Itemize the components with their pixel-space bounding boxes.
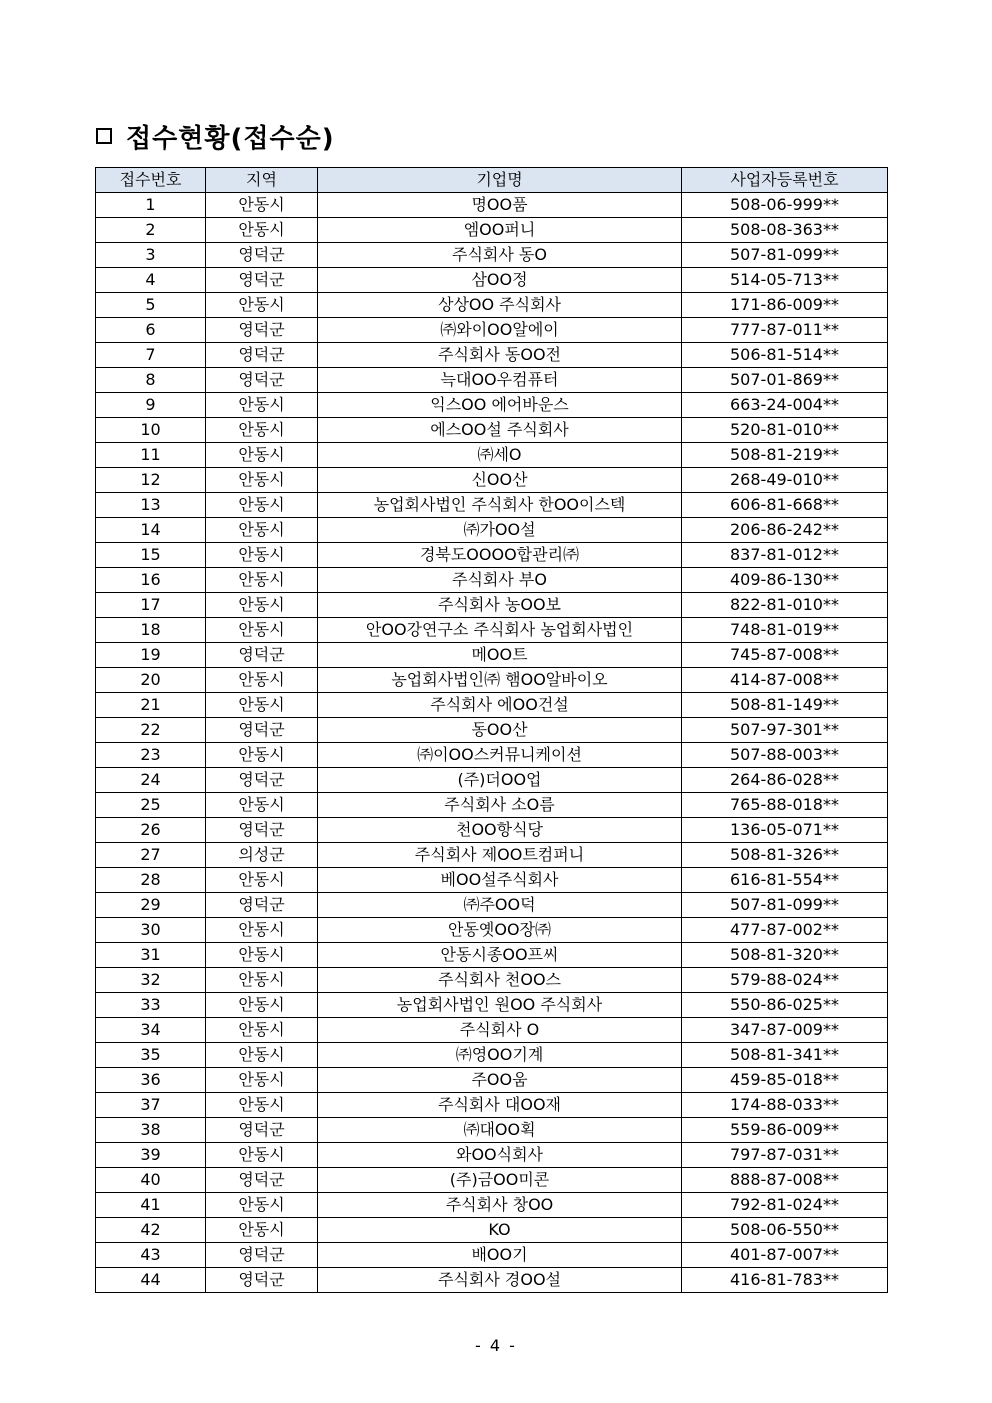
cell-business-reg-no: 508-81-149** — [682, 693, 888, 718]
cell-company-name: 신OO산 — [318, 468, 682, 493]
table-row — [96, 843, 888, 868]
cell-region: 영덕군 — [206, 718, 318, 743]
header-region: 지역 — [206, 168, 318, 193]
cell-receipt-no: 18 — [96, 618, 206, 643]
cell-company-name: 주식회사 에OO건설 — [318, 693, 682, 718]
cell-receipt-no: 5 — [96, 293, 206, 318]
cell-business-reg-no: 520-81-010** — [682, 418, 888, 443]
table-row — [96, 1018, 888, 1043]
table-row — [96, 193, 888, 218]
cell-receipt-no: 14 — [96, 518, 206, 543]
cell-company-name: 농업회사법인㈜ 햄OO알바이오 — [318, 668, 682, 693]
table-row — [96, 818, 888, 843]
cell-business-reg-no: 506-81-514** — [682, 343, 888, 368]
cell-receipt-no: 35 — [96, 1043, 206, 1068]
table-row — [96, 643, 888, 668]
cell-region: 안동시 — [206, 293, 318, 318]
cell-company-name: (주)금OO미콘 — [318, 1168, 682, 1193]
table-row — [96, 793, 888, 818]
table-row — [96, 268, 888, 293]
cell-company-name: ㈜영OO기계 — [318, 1043, 682, 1068]
page-number: - 4 - — [475, 1336, 517, 1355]
cell-company-name: 주식회사 동OO전 — [318, 343, 682, 368]
table-row — [96, 1168, 888, 1193]
cell-receipt-no: 2 — [96, 218, 206, 243]
header-company-name: 기업명 — [318, 168, 682, 193]
table-row — [96, 668, 888, 693]
cell-receipt-no: 38 — [96, 1118, 206, 1143]
table-row — [96, 343, 888, 368]
cell-business-reg-no: 508-81-219** — [682, 443, 888, 468]
cell-business-reg-no: 765-88-018** — [682, 793, 888, 818]
cell-business-reg-no: 206-86-242** — [682, 518, 888, 543]
cell-company-name: 익스OO 에어바운스 — [318, 393, 682, 418]
table-row — [96, 468, 888, 493]
cell-receipt-no: 42 — [96, 1218, 206, 1243]
table-row — [96, 1243, 888, 1268]
cell-region: 안동시 — [206, 543, 318, 568]
table-row — [96, 718, 888, 743]
cell-business-reg-no: 508-81-326** — [682, 843, 888, 868]
cell-receipt-no: 26 — [96, 818, 206, 843]
cell-company-name: 농업회사법인 원OO 주식회사 — [318, 993, 682, 1018]
cell-region: 안동시 — [206, 418, 318, 443]
cell-receipt-no: 6 — [96, 318, 206, 343]
cell-business-reg-no: 508-06-999** — [682, 193, 888, 218]
cell-region: 안동시 — [206, 743, 318, 768]
cell-region: 영덕군 — [206, 893, 318, 918]
cell-company-name: 늑대OO우컴퓨터 — [318, 368, 682, 393]
cell-business-reg-no: 507-81-099** — [682, 243, 888, 268]
table-row — [96, 543, 888, 568]
cell-company-name: 주식회사 부O — [318, 568, 682, 593]
cell-region: 안동시 — [206, 443, 318, 468]
cell-region: 안동시 — [206, 1043, 318, 1068]
table-row — [96, 218, 888, 243]
cell-region: 안동시 — [206, 943, 318, 968]
table-row — [96, 1218, 888, 1243]
cell-region: 안동시 — [206, 668, 318, 693]
cell-company-name: ㈜세O — [318, 443, 682, 468]
cell-business-reg-no: 401-87-007** — [682, 1243, 888, 1268]
table-row — [96, 568, 888, 593]
cell-region: 영덕군 — [206, 818, 318, 843]
cell-company-name: 주식회사 O — [318, 1018, 682, 1043]
cell-region: 영덕군 — [206, 343, 318, 368]
cell-company-name: 농업회사법인 주식회사 한OO이스텍 — [318, 493, 682, 518]
cell-receipt-no: 8 — [96, 368, 206, 393]
cell-region: 안동시 — [206, 968, 318, 993]
cell-receipt-no: 3 — [96, 243, 206, 268]
cell-receipt-no: 39 — [96, 1143, 206, 1168]
cell-company-name: 주식회사 농OO보 — [318, 593, 682, 618]
header-receipt-no: 접수번호 — [96, 168, 206, 193]
cell-business-reg-no: 459-85-018** — [682, 1068, 888, 1093]
cell-receipt-no: 41 — [96, 1193, 206, 1218]
cell-region: 안동시 — [206, 993, 318, 1018]
table-row — [96, 1093, 888, 1118]
table-row — [96, 418, 888, 443]
cell-company-name: 안동옛OO장㈜ — [318, 918, 682, 943]
cell-company-name: 메OO트 — [318, 643, 682, 668]
table-row — [96, 943, 888, 968]
cell-region: 영덕군 — [206, 768, 318, 793]
table-row — [96, 493, 888, 518]
cell-business-reg-no: 748-81-019** — [682, 618, 888, 643]
registration-table — [95, 167, 888, 1293]
cell-region: 안동시 — [206, 1018, 318, 1043]
cell-business-reg-no: 663-24-004** — [682, 393, 888, 418]
table-row — [96, 443, 888, 468]
cell-region: 영덕군 — [206, 268, 318, 293]
cell-region: 안동시 — [206, 618, 318, 643]
cell-receipt-no: 22 — [96, 718, 206, 743]
cell-receipt-no: 37 — [96, 1093, 206, 1118]
cell-company-name: 와OO식회사 — [318, 1143, 682, 1168]
cell-business-reg-no: 507-88-003** — [682, 743, 888, 768]
cell-receipt-no: 29 — [96, 893, 206, 918]
table-row — [96, 768, 888, 793]
table-row — [96, 868, 888, 893]
cell-company-name: 베OO설주식회사 — [318, 868, 682, 893]
table-row — [96, 593, 888, 618]
cell-region: 안동시 — [206, 1193, 318, 1218]
cell-business-reg-no: 507-81-099** — [682, 893, 888, 918]
cell-company-name: 명OO품 — [318, 193, 682, 218]
cell-business-reg-no: 559-86-009** — [682, 1118, 888, 1143]
cell-company-name: 주OO움 — [318, 1068, 682, 1093]
table-row — [96, 1118, 888, 1143]
cell-region: 영덕군 — [206, 243, 318, 268]
cell-company-name: 안OO강연구소 주식회사 농업회사법인 — [318, 618, 682, 643]
cell-receipt-no: 28 — [96, 868, 206, 893]
cell-receipt-no: 44 — [96, 1268, 206, 1293]
cell-company-name: (주)더OO업 — [318, 768, 682, 793]
cell-region: 안동시 — [206, 1143, 318, 1168]
cell-region: 영덕군 — [206, 643, 318, 668]
cell-receipt-no: 34 — [96, 1018, 206, 1043]
cell-region: 안동시 — [206, 468, 318, 493]
cell-receipt-no: 10 — [96, 418, 206, 443]
cell-region: 안동시 — [206, 518, 318, 543]
cell-business-reg-no: 837-81-012** — [682, 543, 888, 568]
cell-receipt-no: 40 — [96, 1168, 206, 1193]
cell-company-name: 천OO항식당 — [318, 818, 682, 843]
table-row — [96, 693, 888, 718]
cell-business-reg-no: 174-88-033** — [682, 1093, 888, 1118]
cell-business-reg-no: 507-97-301** — [682, 718, 888, 743]
cell-company-name: ㈜와이OO알에이 — [318, 318, 682, 343]
cell-company-name: 주식회사 창OO — [318, 1193, 682, 1218]
cell-receipt-no: 7 — [96, 343, 206, 368]
cell-business-reg-no: 792-81-024** — [682, 1193, 888, 1218]
cell-region: 영덕군 — [206, 1268, 318, 1293]
table-row — [96, 1043, 888, 1068]
cell-region: 안동시 — [206, 693, 318, 718]
cell-business-reg-no: 579-88-024** — [682, 968, 888, 993]
cell-business-reg-no: 268-49-010** — [682, 468, 888, 493]
cell-region: 안동시 — [206, 593, 318, 618]
cell-receipt-no: 1 — [96, 193, 206, 218]
cell-receipt-no: 43 — [96, 1243, 206, 1268]
cell-region: 안동시 — [206, 568, 318, 593]
cell-receipt-no: 30 — [96, 918, 206, 943]
cell-company-name: ㈜가OO설 — [318, 518, 682, 543]
cell-business-reg-no: 416-81-783** — [682, 1268, 888, 1293]
section-title-text: 접수현황(접수순) — [126, 123, 335, 154]
table-row — [96, 1268, 888, 1293]
cell-company-name: 경북도OOOO합관리㈜ — [318, 543, 682, 568]
cell-business-reg-no: 508-81-320** — [682, 943, 888, 968]
cell-company-name: 엠OO퍼니 — [318, 218, 682, 243]
cell-region: 안동시 — [206, 393, 318, 418]
cell-business-reg-no: 822-81-010** — [682, 593, 888, 618]
table-row — [96, 1193, 888, 1218]
table-row — [96, 618, 888, 643]
cell-receipt-no: 17 — [96, 593, 206, 618]
cell-company-name: ㈜이OO스커뮤니케이션 — [318, 743, 682, 768]
square-checkbox-icon — [96, 128, 112, 144]
table-row — [96, 368, 888, 393]
table-row — [96, 893, 888, 918]
table-row — [96, 1068, 888, 1093]
cell-company-name: 주식회사 대OO재 — [318, 1093, 682, 1118]
cell-company-name: ㈜주OO덕 — [318, 893, 682, 918]
cell-region: 영덕군 — [206, 368, 318, 393]
cell-region: 영덕군 — [206, 1118, 318, 1143]
cell-region: 안동시 — [206, 493, 318, 518]
cell-receipt-no: 9 — [96, 393, 206, 418]
cell-company-name: 동OO산 — [318, 718, 682, 743]
cell-company-name: 주식회사 동O — [318, 243, 682, 268]
cell-business-reg-no: 171-86-009** — [682, 293, 888, 318]
cell-business-reg-no: 508-06-550** — [682, 1218, 888, 1243]
cell-business-reg-no: 264-86-028** — [682, 768, 888, 793]
cell-receipt-no: 31 — [96, 943, 206, 968]
cell-business-reg-no: 507-01-869** — [682, 368, 888, 393]
table-row — [96, 293, 888, 318]
cell-receipt-no: 13 — [96, 493, 206, 518]
cell-receipt-no: 25 — [96, 793, 206, 818]
cell-region: 영덕군 — [206, 1243, 318, 1268]
table-row — [96, 743, 888, 768]
cell-region: 안동시 — [206, 868, 318, 893]
cell-region: 안동시 — [206, 218, 318, 243]
cell-business-reg-no: 409-86-130** — [682, 568, 888, 593]
table-header-row — [96, 168, 888, 193]
cell-receipt-no: 24 — [96, 768, 206, 793]
cell-region: 안동시 — [206, 1093, 318, 1118]
cell-company-name: 삼OO정 — [318, 268, 682, 293]
cell-business-reg-no: 414-87-008** — [682, 668, 888, 693]
cell-company-name: 주식회사 천OO스 — [318, 968, 682, 993]
cell-region: 안동시 — [206, 918, 318, 943]
cell-company-name: 에스OO설 주식회사 — [318, 418, 682, 443]
cell-business-reg-no: 777-87-011** — [682, 318, 888, 343]
cell-company-name: KO — [318, 1218, 682, 1243]
cell-receipt-no: 11 — [96, 443, 206, 468]
cell-business-reg-no: 136-05-071** — [682, 818, 888, 843]
cell-region: 안동시 — [206, 793, 318, 818]
cell-business-reg-no: 508-08-363** — [682, 218, 888, 243]
table-row — [96, 968, 888, 993]
cell-receipt-no: 32 — [96, 968, 206, 993]
cell-receipt-no: 15 — [96, 543, 206, 568]
cell-region: 의성군 — [206, 843, 318, 868]
cell-business-reg-no: 347-87-009** — [682, 1018, 888, 1043]
cell-receipt-no: 36 — [96, 1068, 206, 1093]
cell-region: 안동시 — [206, 1068, 318, 1093]
cell-business-reg-no: 616-81-554** — [682, 868, 888, 893]
cell-business-reg-no: 514-05-713** — [682, 268, 888, 293]
cell-company-name: 주식회사 제OO트컴퍼니 — [318, 843, 682, 868]
cell-company-name: ㈜대OO획 — [318, 1118, 682, 1143]
cell-business-reg-no: 477-87-002** — [682, 918, 888, 943]
table-row — [96, 993, 888, 1018]
cell-business-reg-no: 606-81-668** — [682, 493, 888, 518]
table-row — [96, 518, 888, 543]
cell-receipt-no: 20 — [96, 668, 206, 693]
table-row — [96, 1143, 888, 1168]
cell-business-reg-no: 797-87-031** — [682, 1143, 888, 1168]
table-row — [96, 318, 888, 343]
cell-region: 영덕군 — [206, 318, 318, 343]
cell-business-reg-no: 888-87-008** — [682, 1168, 888, 1193]
cell-business-reg-no: 550-86-025** — [682, 993, 888, 1018]
cell-company-name: 상상OO 주식회사 — [318, 293, 682, 318]
cell-company-name: 주식회사 경OO설 — [318, 1268, 682, 1293]
cell-company-name: 배OO기 — [318, 1243, 682, 1268]
cell-company-name: 주식회사 소O름 — [318, 793, 682, 818]
cell-receipt-no: 33 — [96, 993, 206, 1018]
cell-business-reg-no: 508-81-341** — [682, 1043, 888, 1068]
table-row — [96, 393, 888, 418]
cell-receipt-no: 12 — [96, 468, 206, 493]
cell-region: 영덕군 — [206, 1168, 318, 1193]
table-row — [96, 243, 888, 268]
cell-region: 안동시 — [206, 1218, 318, 1243]
cell-business-reg-no: 745-87-008** — [682, 643, 888, 668]
cell-receipt-no: 23 — [96, 743, 206, 768]
header-business-reg-no: 사업자등록번호 — [682, 168, 888, 193]
cell-receipt-no: 19 — [96, 643, 206, 668]
cell-region: 안동시 — [206, 193, 318, 218]
cell-receipt-no: 16 — [96, 568, 206, 593]
cell-receipt-no: 4 — [96, 268, 206, 293]
cell-company-name: 안동시종OO프씨 — [318, 943, 682, 968]
table-row — [96, 918, 888, 943]
section-title — [96, 118, 335, 154]
cell-receipt-no: 27 — [96, 843, 206, 868]
cell-receipt-no: 21 — [96, 693, 206, 718]
